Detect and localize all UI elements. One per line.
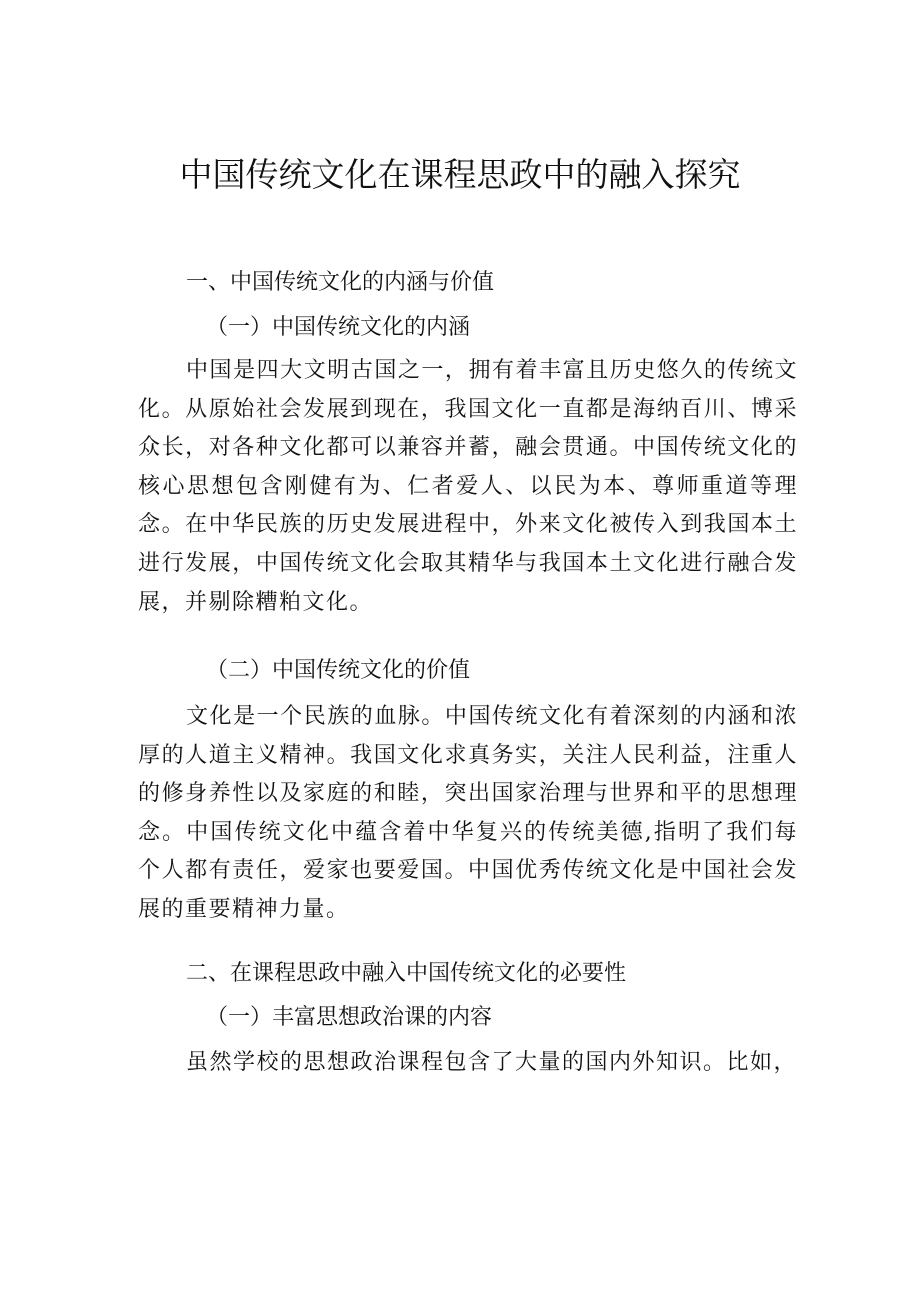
section-1-2-heading: （二）中国传统文化的价值 [206,658,471,683]
section-2-heading: 二、在课程思政中融入中国传统文化的必要性 [186,961,627,986]
section-2-1-heading: （一）丰富思想政治课的内容 [206,1005,493,1030]
section-1-heading: 一、中国传统文化的内涵与价值 [186,270,495,295]
section-1-1-heading: （一）中国传统文化的内涵 [206,315,471,340]
section-2-1-paragraph: 虽然学校的思想政治课程包含了大量的国内外知识。比如， [186,1050,798,1075]
document-title: 中国传统文化在课程思政中的融入探究 [179,155,741,194]
section-1-1-paragraph: 中国是四大文明古国之一，拥有着丰富且历史悠久的传统文化。从原始社会发展到现在，我国文化一直都是海纳百川、博采众长，对各种文化都可以兼容并蓄，融会贯通。中国传统文化的核心思想包含刚健有为、仁者爱人、以民为本、尊师重道等理念。在中华民族的历史发展进程中，外来文化被传入到我国本土进行发展，中国传统文化会取其精华与我国本土文化进行融合发展，并剔除糟粕文化。 [138,358,798,615]
section-1-2-paragraph: 文化是一个民族的血脉。中国传统文化有着深刻的内涵和浓厚的人道主义精神。我国文化求真务实，关注人民利益，注重人的修身养性以及家庭的和睦，突出国家治理与世界和平的思想理念。中国传统文化中蕴含着中华复兴的传统美德,指明了我们每个人都有责任，爱家也要爱国。中国优秀传统文化是中国社会发展的重要精神力量。 [138,704,798,922]
